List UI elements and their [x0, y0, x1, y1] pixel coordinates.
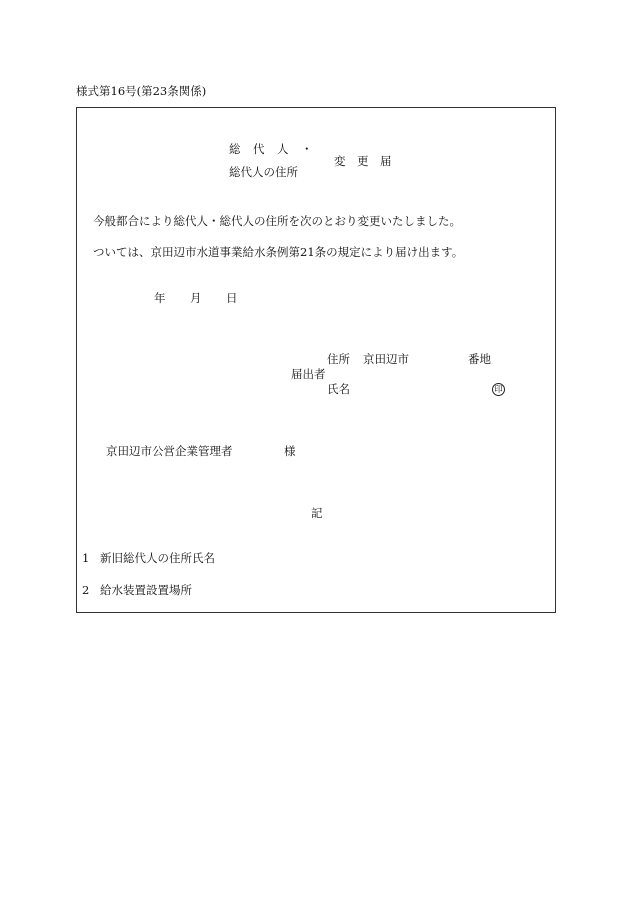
- title-line2: 総代人の住所: [229, 165, 298, 179]
- title-line1: 総 代 人 ・: [229, 142, 313, 156]
- list-item-number: 2: [82, 583, 90, 597]
- addressee-name: 京田辺市公営企業管理者: [106, 444, 233, 458]
- form-header: 様式第16号(第23条関係): [76, 84, 207, 98]
- address-banchi: 番地: [468, 352, 491, 366]
- name-label: 氏名: [327, 382, 350, 396]
- body-paragraph-2: ついては、京田辺市水道事業給水条例第21条の規定により届け出ます。: [93, 245, 464, 259]
- seal-mark-icon: 印: [492, 383, 505, 396]
- ki-heading: 記: [311, 506, 323, 520]
- address-city: 京田辺市: [363, 352, 409, 366]
- title-suffix: 変 更 届: [334, 154, 392, 168]
- addressee-honorific: 様: [284, 444, 296, 458]
- list-item-text: 給水装置設置場所: [100, 583, 192, 597]
- applicant-role-label: 届出者: [291, 367, 326, 381]
- address-label: 住所: [327, 352, 350, 366]
- list-item-text: 新旧総代人の住所氏名: [100, 551, 215, 565]
- date-day-label: 日: [226, 291, 238, 305]
- date-year-label: 年: [154, 291, 166, 305]
- date-month-label: 月: [190, 291, 202, 305]
- body-paragraph-1: 今般都合により総代人・総代人の住所を次のとおり変更いたしました。: [93, 214, 461, 228]
- list-item-number: 1: [82, 551, 90, 565]
